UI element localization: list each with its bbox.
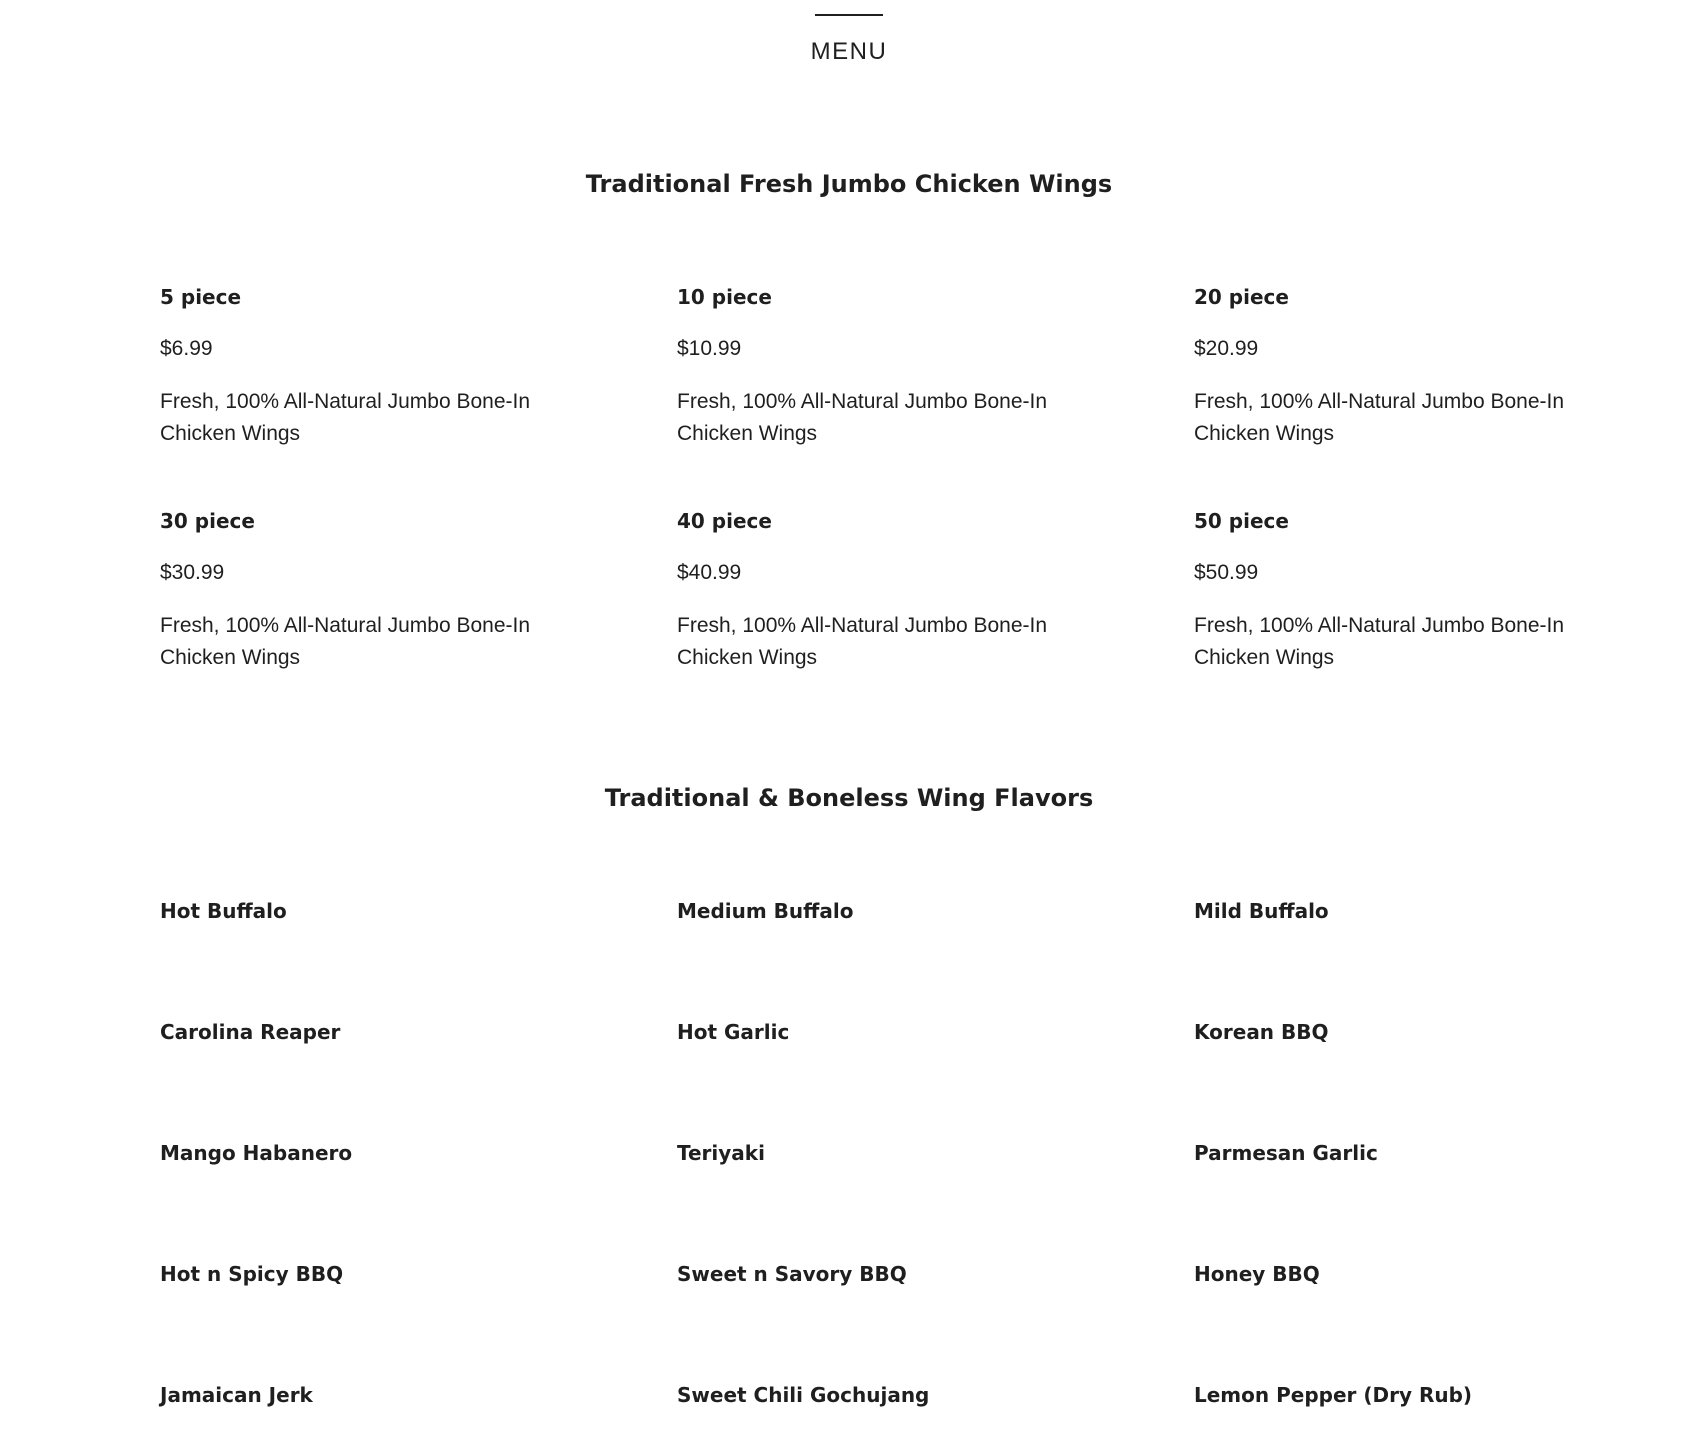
flavor-item: Honey BBQ [1194,1262,1320,1286]
item-description: Fresh, 100% All-Natural Jumbo Bone-In Chicken Wings [1194,614,1565,669]
menu-item-5-piece [160,284,677,450]
item-price: $10.99 [677,337,742,360]
flavor-item: Hot n Spicy BBQ [160,1262,344,1286]
item-price: $40.99 [677,561,742,584]
flavor-item: Sweet n Savory BBQ [677,1262,907,1286]
flavor-item: Lemon Pepper (Dry Rub) [1194,1383,1473,1407]
menu-item-50-piece [1194,508,1654,674]
item-description: Fresh, 100% All-Natural Jumbo Bone-In Chicken Wings [677,390,1048,445]
item-name: 30 piece [160,509,255,533]
item-name: 20 piece [1194,285,1289,309]
flavor-item: Hot Garlic [677,1020,790,1044]
item-price: $30.99 [160,561,225,584]
menu-header [0,14,1698,66]
flavors-section-title: Traditional & Boneless Wing Flavors [604,784,1094,812]
menu-item-10-piece [677,284,1194,450]
item-name: 10 piece [677,285,772,309]
menu-item-30-piece [160,508,677,674]
item-name: 40 piece [677,509,772,533]
item-description: Fresh, 100% All-Natural Jumbo Bone-In Chicken Wings [677,614,1048,669]
flavor-item: Mild Buffalo [1194,899,1329,923]
page-title: MENU [810,38,888,65]
flavor-item: Carolina Reaper [160,1020,341,1044]
menu-item-40-piece [677,508,1194,674]
flavor-item: Jamaican Jerk [160,1383,313,1407]
item-price: $6.99 [160,337,213,360]
item-description: Fresh, 100% All-Natural Jumbo Bone-In Chicken Wings [160,614,531,669]
menu-item-20-piece [1194,284,1654,450]
item-price: $20.99 [1194,337,1259,360]
item-name: 50 piece [1194,509,1289,533]
wings-grid [160,284,1698,674]
item-description: Fresh, 100% All-Natural Jumbo Bone-In Chicken Wings [160,390,531,445]
wings-section-title: Traditional Fresh Jumbo Chicken Wings [585,170,1113,198]
item-name: 5 piece [160,285,242,309]
flavor-item: Mango Habanero [160,1141,353,1165]
flavor-item: Parmesan Garlic [1194,1141,1378,1165]
item-description: Fresh, 100% All-Natural Jumbo Bone-In Chicken Wings [1194,390,1565,445]
item-price: $50.99 [1194,561,1259,584]
flavor-item: Sweet Chili Gochujang [677,1383,930,1407]
flavor-item: Teriyaki [677,1141,765,1165]
header-divider [815,14,883,16]
flavor-item: Hot Buffalo [160,899,287,923]
flavor-item: Medium Buffalo [677,899,854,923]
flavors-grid [160,898,1660,1408]
flavor-item: Korean BBQ [1194,1020,1329,1044]
